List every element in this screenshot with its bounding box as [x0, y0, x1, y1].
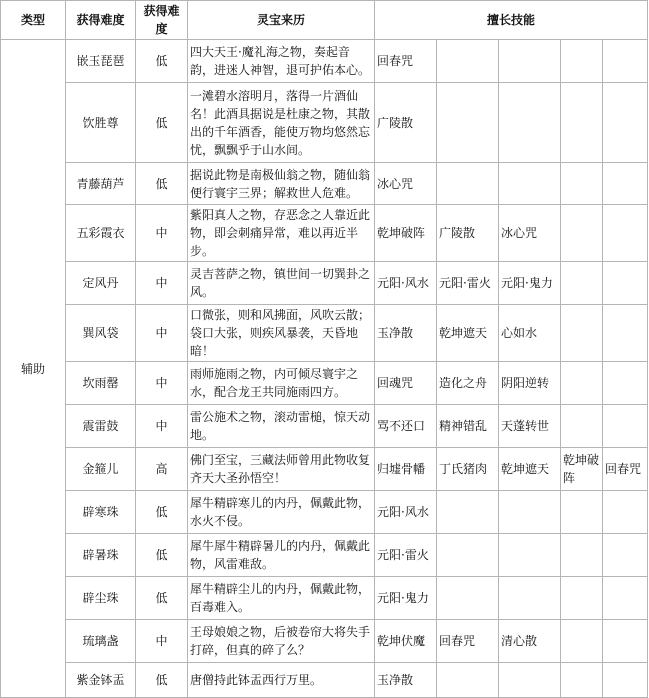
skill-cell — [561, 305, 603, 362]
header-difficulty: 获得难度 — [66, 1, 136, 40]
skill-cell — [499, 163, 561, 205]
difficulty-level: 中 — [136, 405, 188, 448]
skill-cell — [561, 205, 603, 262]
skill-cell — [561, 40, 603, 83]
skill-cell — [603, 305, 648, 362]
category-cell: 辅助 — [1, 40, 66, 698]
skill-cell — [603, 362, 648, 405]
header-type: 类型 — [1, 1, 66, 40]
skill-cell: 元阳·雷火 — [375, 534, 437, 577]
skill-cell — [437, 577, 499, 620]
artifact-source: 据说此物是南极仙翁之物，随仙翁便行寰宇三界；解救世人危难。 — [188, 163, 375, 205]
skill-cell — [499, 491, 561, 534]
skill-cell — [561, 262, 603, 305]
skill-cell: 冰心咒 — [499, 205, 561, 262]
artifact-source: 佛门至宝，三藏法师曾用此物收复齐天大圣孙悟空！ — [188, 448, 375, 491]
artifact-name: 嵌玉琵琶 — [66, 40, 136, 83]
difficulty-level: 低 — [136, 40, 188, 83]
skill-cell — [561, 577, 603, 620]
skill-cell — [603, 262, 648, 305]
table-row — [1, 362, 648, 405]
artifact-name: 辟寒珠 — [66, 491, 136, 534]
skill-cell: 回春咒 — [375, 40, 437, 83]
artifact-name: 定风丹 — [66, 262, 136, 305]
header-difficulty-2: 获得难度 — [136, 1, 188, 40]
artifact-name: 饮胜尊 — [66, 83, 136, 163]
artifact-name: 金箍儿 — [66, 448, 136, 491]
table-body — [1, 40, 648, 698]
skill-cell: 造化之舟 — [437, 362, 499, 405]
skill-cell — [603, 491, 648, 534]
skill-cell — [603, 40, 648, 83]
difficulty-level: 低 — [136, 577, 188, 620]
skill-cell — [561, 362, 603, 405]
skill-cell — [603, 83, 648, 163]
skill-cell — [603, 663, 648, 698]
difficulty-level: 中 — [136, 620, 188, 663]
artifact-source: 雨师施雨之物，内可倾尽寰宇之水，配合龙王共同施雨四方。 — [188, 362, 375, 405]
difficulty-level: 中 — [136, 305, 188, 362]
skill-cell — [499, 534, 561, 577]
skill-cell: 清心散 — [499, 620, 561, 663]
artifact-source: 唐僧持此钵盂西行万里。 — [188, 663, 375, 698]
skill-cell: 元阳·雷火 — [437, 262, 499, 305]
skill-cell — [499, 83, 561, 163]
artifact-name: 五彩霞衣 — [66, 205, 136, 262]
artifact-name: 辟暑珠 — [66, 534, 136, 577]
artifact-name: 震雷鼓 — [66, 405, 136, 448]
skill-cell — [561, 405, 603, 448]
artifact-source: 犀牛精辟寒儿的内丹，佩戴此物，水火不侵。 — [188, 491, 375, 534]
table-row — [1, 305, 648, 362]
skill-cell — [561, 163, 603, 205]
table-row — [1, 491, 648, 534]
skill-cell — [437, 163, 499, 205]
artifact-name: 巽风袋 — [66, 305, 136, 362]
skill-cell: 回春咒 — [603, 448, 648, 491]
artifact-source: 紫阳真人之物，存恶念之人靠近此物，即会刺痛异常，难以再近半步。 — [188, 205, 375, 262]
skill-cell — [499, 40, 561, 83]
skill-cell: 骂不还口 — [375, 405, 437, 448]
difficulty-level: 低 — [136, 534, 188, 577]
table-header-row — [1, 1, 648, 40]
difficulty-level: 低 — [136, 491, 188, 534]
skill-cell: 乾坤遮天 — [437, 305, 499, 362]
table-row — [1, 163, 648, 205]
skill-cell — [437, 534, 499, 577]
artifact-source: 雷公施术之物，滚动雷槌，惊天动地。 — [188, 405, 375, 448]
skill-cell — [437, 40, 499, 83]
skill-cell — [437, 491, 499, 534]
artifact-name: 坎雨罄 — [66, 362, 136, 405]
skill-cell — [603, 620, 648, 663]
skill-cell — [499, 663, 561, 698]
table-row — [1, 40, 648, 83]
artifact-source: 犀牛犀牛精辟暑儿的内丹，佩戴此物，风雷难敌。 — [188, 534, 375, 577]
header-source: 灵宝来历 — [188, 1, 375, 40]
skill-cell: 乾坤伏魔 — [375, 620, 437, 663]
skill-cell: 广陵散 — [437, 205, 499, 262]
artifact-source: 四大天王·魔礼海之物，奏起音韵，进迷人神智，退可护佑本心。 — [188, 40, 375, 83]
skill-cell: 丁氏猪肉 — [437, 448, 499, 491]
skill-cell: 天蓬转世 — [499, 405, 561, 448]
skill-cell — [561, 83, 603, 163]
artifact-name: 琉璃盏 — [66, 620, 136, 663]
table-row — [1, 405, 648, 448]
difficulty-level: 低 — [136, 663, 188, 698]
skill-cell: 心如水 — [499, 305, 561, 362]
difficulty-level: 低 — [136, 163, 188, 205]
skill-cell — [603, 405, 648, 448]
skill-cell: 回魂咒 — [375, 362, 437, 405]
header-skills: 擅长技能 — [375, 1, 648, 40]
skill-cell — [561, 491, 603, 534]
skill-cell: 乾坤破阵 — [375, 205, 437, 262]
table-row — [1, 448, 648, 491]
skill-cell — [561, 620, 603, 663]
table-row — [1, 83, 648, 163]
skill-cell — [437, 663, 499, 698]
artifact-source: 一滩碧水溶明月，落得一片酒仙名！此酒具据说是杜康之物，其散出的千年酒香，能使万物均悠然忘忧，飘飘乎于山水间。 — [188, 83, 375, 163]
skill-cell: 回春咒 — [437, 620, 499, 663]
skill-cell: 阴阳逆转 — [499, 362, 561, 405]
skill-cell: 冰心咒 — [375, 163, 437, 205]
skill-cell — [603, 534, 648, 577]
difficulty-level: 中 — [136, 205, 188, 262]
difficulty-level: 高 — [136, 448, 188, 491]
table-row — [1, 577, 648, 620]
artifact-source: 口微张，则和风拂面，风吹云散；袋口大张，则疾风暴袭，天昏地暗！ — [188, 305, 375, 362]
artifact-source: 王母娘娘之物，后被卷帘大将失手打碎，但真的碎了么？ — [188, 620, 375, 663]
skill-cell: 精神错乱 — [437, 405, 499, 448]
artifact-name: 青藤葫芦 — [66, 163, 136, 205]
skill-cell: 元阳·鬼力 — [375, 577, 437, 620]
artifact-name: 辟尘珠 — [66, 577, 136, 620]
skill-cell — [437, 83, 499, 163]
skill-cell: 玉净散 — [375, 305, 437, 362]
table-row — [1, 534, 648, 577]
skill-cell — [561, 534, 603, 577]
skill-cell — [603, 163, 648, 205]
skill-cell — [561, 663, 603, 698]
skill-cell: 广陵散 — [375, 83, 437, 163]
skill-cell — [603, 205, 648, 262]
skill-cell: 乾坤遮天 — [499, 448, 561, 491]
artifact-name: 紫金钵盂 — [66, 663, 136, 698]
skill-cell — [603, 577, 648, 620]
difficulty-level: 中 — [136, 362, 188, 405]
table-row — [1, 262, 648, 305]
skill-cell: 玉净散 — [375, 663, 437, 698]
skill-cell: 元阳·鬼力 — [499, 262, 561, 305]
difficulty-level: 低 — [136, 83, 188, 163]
skill-cell: 元阳·风水 — [375, 491, 437, 534]
skill-cell — [499, 577, 561, 620]
table-row — [1, 205, 648, 262]
artifact-source: 犀牛精辟尘儿的内丹，佩戴此物，百毒难入。 — [188, 577, 375, 620]
artifact-source: 灵吉菩萨之物，镇世间一切巽卦之风。 — [188, 262, 375, 305]
skill-cell: 归墟骨幡 — [375, 448, 437, 491]
skill-cell: 乾坤破阵 — [561, 448, 603, 491]
table-row — [1, 620, 648, 663]
table-row — [1, 663, 648, 698]
difficulty-level: 中 — [136, 262, 188, 305]
skill-cell: 元阳·风水 — [375, 262, 437, 305]
